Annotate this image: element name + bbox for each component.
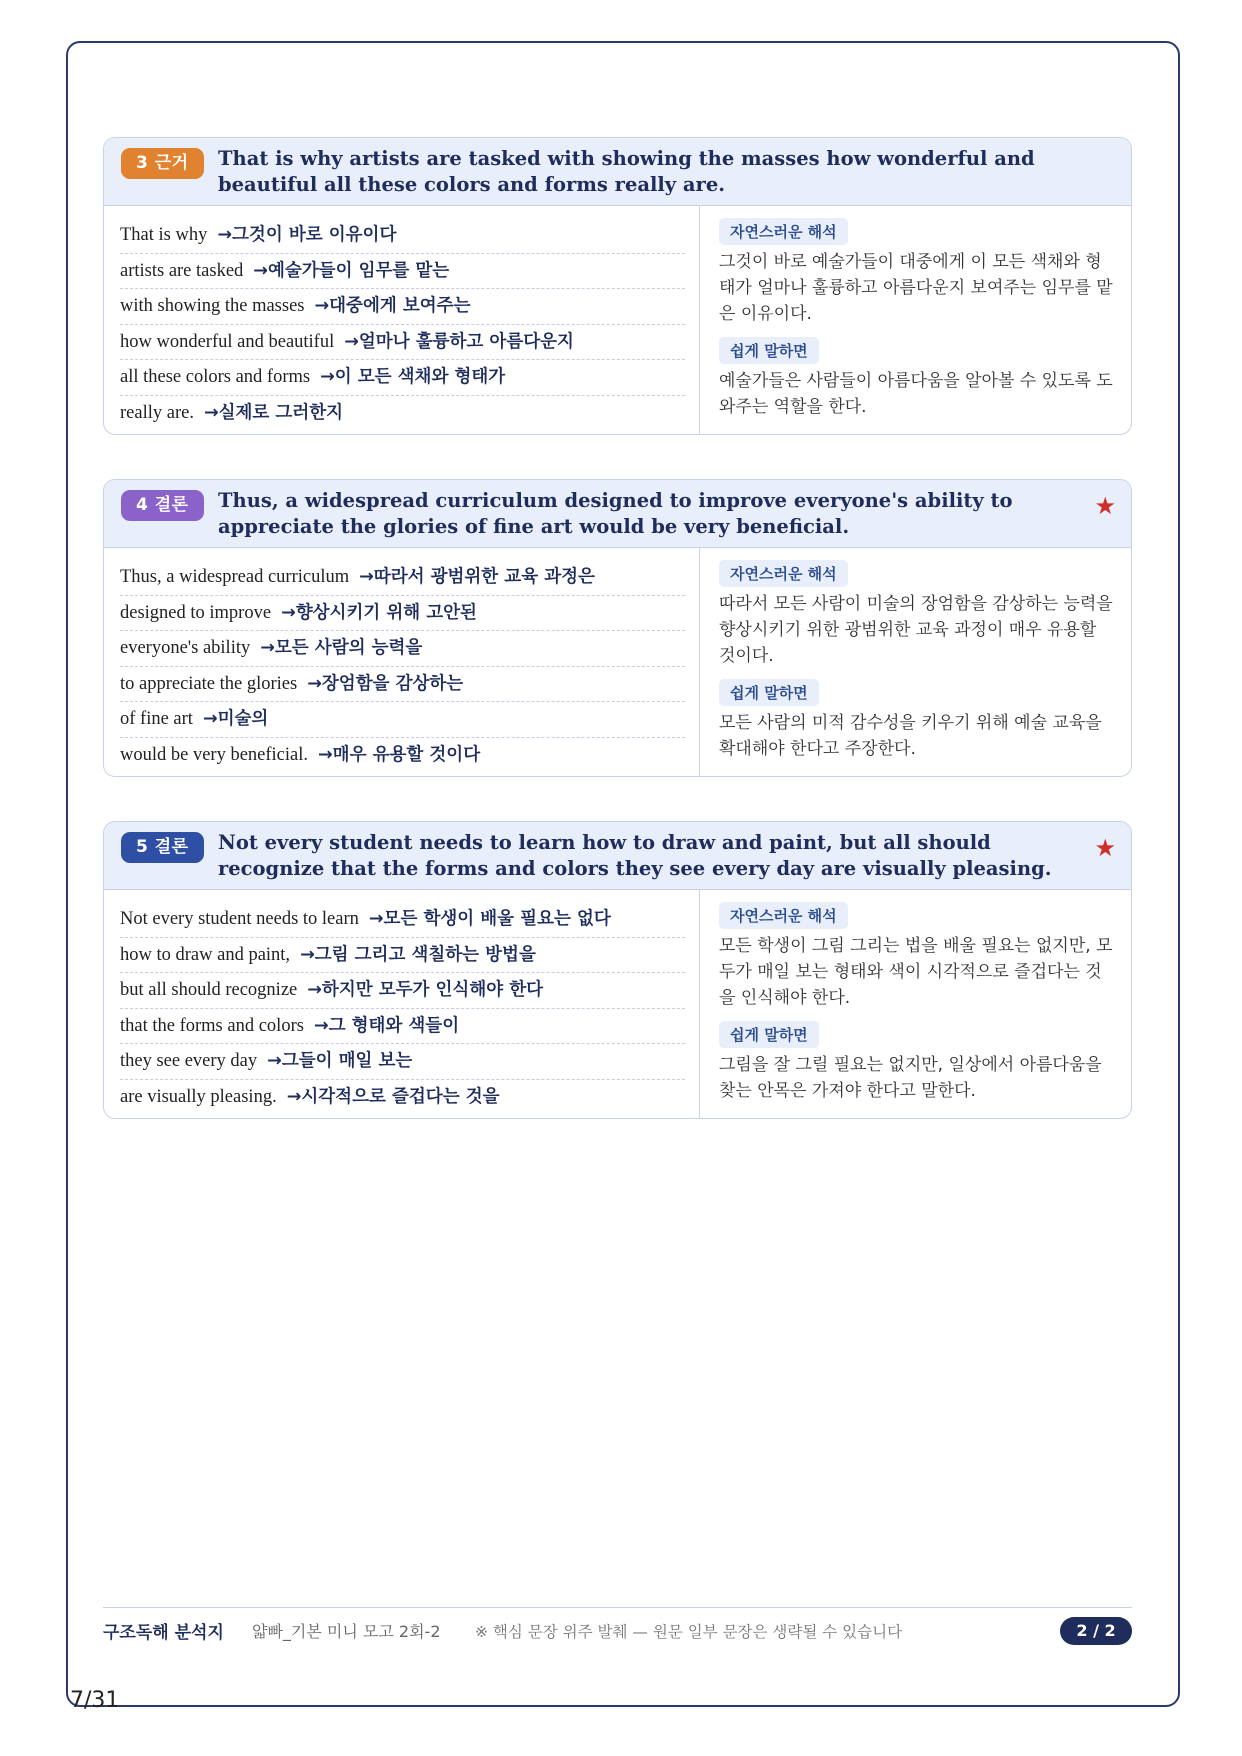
chunk-korean: →향상시키기 위해 고안된: [281, 602, 477, 623]
chunk-row: [120, 631, 685, 667]
chunk-korean: →예술가들이 임무를 맡는: [253, 260, 450, 281]
chunk-english: they see every day: [120, 1051, 258, 1071]
chunk-row: [120, 1009, 685, 1045]
card-body: [104, 548, 1131, 776]
chunk-row: [120, 738, 685, 773]
sentence-heading: That is why artists are tasked with showing the masses how wonderful and beautiful all these colors and forms really are.: [218, 147, 1035, 196]
chunk-korean: →하지만 모두가 인식해야 한다: [307, 980, 544, 1000]
chunk-korean: →그들이 매일 보는: [267, 1051, 413, 1071]
simple-explanation-text: 모든 사람의 미적 감수성을 키우기 위해 예술 교육을 확대해야 한다고 주장한다.: [719, 713, 1102, 759]
footer-source: 얇빠_기본 미니 모고 2회-2: [252, 1622, 441, 1641]
chunk-korean: →모든 학생이 배울 필요는 없다: [368, 909, 611, 929]
chunk-english: would be very beneficial.: [120, 744, 309, 765]
simple-explanation-label: 쉽게 말하면: [719, 679, 819, 706]
chunk-row: [120, 1080, 685, 1115]
page-indicator: 2 / 2: [1060, 1617, 1132, 1645]
chunk-list: [104, 890, 700, 1118]
chunk-list: [104, 206, 700, 434]
chunk-english: with showing the masses: [120, 296, 305, 316]
simple-explanation-label: 쉽게 말하면: [719, 337, 819, 364]
chunk-row: [120, 289, 685, 325]
chunk-english: Thus, a widespread curriculum: [120, 567, 350, 587]
footer-divider: [103, 1607, 1132, 1608]
chunk-english: but all should recognize: [120, 980, 298, 1000]
card-header: [104, 480, 1131, 548]
simple-explanation-text: 그림을 잘 그릴 필요는 없지만, 일상에서 아름다움을 찾는 안목은 가져야 한다고 말한다.: [719, 1055, 1102, 1101]
natural-translation-text: 모든 학생이 그림 그리는 법을 배울 필요는 없지만, 모두가 매일 보는 형태와 색이 시각적으로 즐겁다는 것을 인식해야 한다.: [719, 936, 1113, 1008]
chunk-list: [104, 548, 700, 776]
interpretation-panel: [701, 548, 1131, 776]
chunk-row: [120, 325, 685, 361]
page-counter: 7/31: [70, 1688, 120, 1713]
chunk-korean: →시각적으로 즐겁다는 것을: [286, 1086, 500, 1107]
chunk-row: [120, 667, 685, 703]
natural-translation-text: 그것이 바로 예술가들이 대중에게 이 모든 색채와 형태가 얼마나 훌륭하고 아름다운지 보여주는 임무를 맡은 이유이다.: [719, 252, 1113, 324]
natural-translation-label: 자연스러운 해석: [719, 560, 848, 587]
section-badge: 4 결론: [121, 490, 204, 521]
chunk-english: how to draw and paint,: [120, 944, 291, 965]
natural-translation-label: 자연스러운 해석: [719, 218, 848, 245]
simple-explanation-label: 쉽게 말하면: [719, 1021, 819, 1048]
chunk-english: That is why: [120, 225, 208, 245]
chunk-english: are visually pleasing.: [120, 1086, 277, 1107]
star-icon: ★: [1094, 834, 1116, 862]
interpretation-panel: [701, 890, 1131, 1118]
star-icon: ★: [1094, 492, 1116, 520]
simple-explanation-text: 예술가들은 사람들이 아름다움을 알아볼 수 있도록 도와주는 역할을 한다.: [719, 371, 1113, 417]
chunk-row: [120, 254, 685, 290]
chunk-korean: →매우 유용할 것이다: [318, 744, 481, 765]
chunk-english: of fine art: [120, 709, 193, 729]
sentence-card: [103, 137, 1132, 435]
chunk-row: [120, 973, 685, 1009]
chunk-row: [120, 702, 685, 738]
sentence-heading: Thus, a widespread curriculum designed to improve everyone's ability to appreciate the glories of fine art would be very beneficial.: [218, 489, 1013, 538]
chunk-korean: →실제로 그러한지: [203, 402, 344, 423]
chunk-korean: →그 형태와 색들이: [313, 1015, 460, 1036]
footer-title: 구조독해 분석지: [103, 1623, 224, 1643]
natural-translation-text: 따라서 모든 사람이 미술의 장엄함을 감상하는 능력을 향상시키기 위한 광범위한 교육 과정이 매우 유용할 것이다.: [719, 594, 1113, 666]
sentence-card: [103, 479, 1132, 777]
chunk-row: [120, 902, 685, 938]
chunk-english: all these colors and forms: [120, 367, 311, 387]
chunk-row: [120, 396, 685, 431]
chunk-korean: →그림 그리고 색칠하는 방법을: [300, 944, 536, 965]
chunk-korean: →장엄함을 감상하는: [307, 673, 464, 694]
chunk-korean: →그것이 바로 이유이다: [217, 225, 397, 245]
section-badge: 3 근거: [121, 148, 204, 179]
card-body: [104, 890, 1131, 1118]
chunk-english: how wonderful and beautiful: [120, 331, 335, 352]
chunk-row: [120, 218, 685, 254]
footer-note: ※ 핵심 문장 위주 발췌 — 원문 일부 문장은 생략될 수 있습니다: [475, 1623, 903, 1641]
sentence-heading: Not every student needs to learn how to draw and paint, but all should recognize that the forms and colors they see every day are visually pleasing.: [218, 831, 1052, 880]
chunk-row: [120, 560, 685, 596]
chunk-english: really are.: [120, 402, 194, 423]
chunk-korean: →모든 사람의 능력을: [260, 638, 423, 658]
chunk-korean: →얼마나 훌륭하고 아름다운지: [344, 331, 574, 352]
chunk-english: artists are tasked: [120, 260, 244, 281]
chunk-row: [120, 360, 685, 396]
chunk-row: [120, 938, 685, 974]
chunk-korean: →따라서 광범위한 교육 과정은: [359, 567, 595, 587]
chunk-english: that the forms and colors: [120, 1015, 304, 1036]
chunk-english: to appreciate the glories: [120, 673, 298, 694]
card-body: [104, 206, 1131, 434]
chunk-english: Not every student needs to learn: [120, 909, 359, 929]
section-badge: 5 결론: [121, 832, 204, 863]
interpretation-panel: [701, 206, 1131, 434]
chunk-english: designed to improve: [120, 602, 272, 623]
chunk-korean: →대중에게 보여주는: [314, 296, 471, 316]
natural-translation-label: 자연스러운 해석: [719, 902, 848, 929]
card-header: [104, 138, 1131, 206]
chunk-row: [120, 1044, 685, 1080]
chunk-english: everyone's ability: [120, 638, 251, 658]
card-header: [104, 822, 1131, 890]
chunk-korean: →이 모든 색채와 형태가: [320, 367, 506, 387]
chunk-korean: →미술의: [202, 709, 269, 729]
chunk-row: [120, 596, 685, 632]
sentence-card: [103, 821, 1132, 1119]
